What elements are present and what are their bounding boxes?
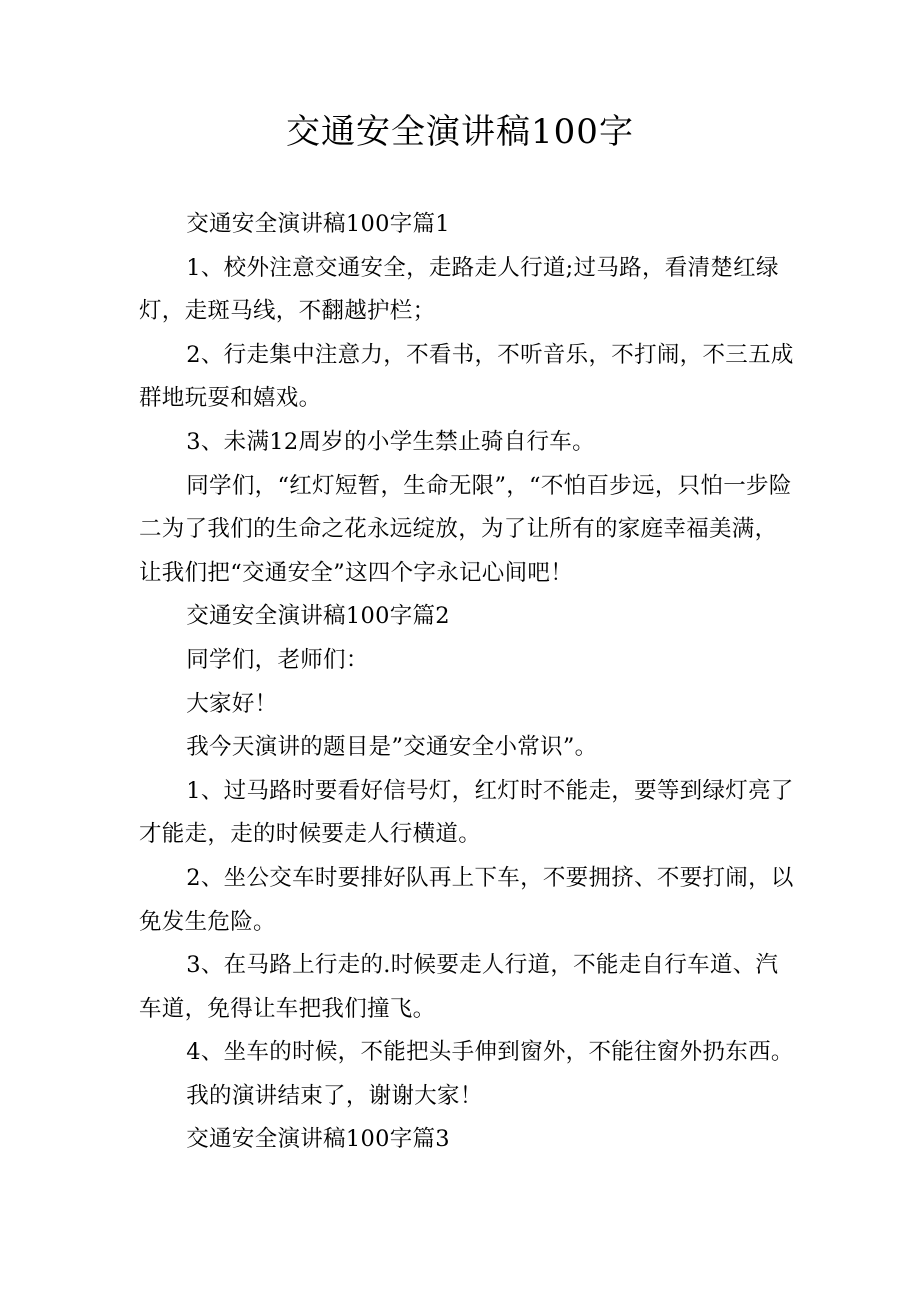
paragraph: 3、未满12周岁的小学生禁止骑自行车。: [186, 428, 595, 455]
paragraph: 1、过马路时要看好信号灯，红灯时不能走，要等到绿灯亮了才能走，走的时候要走人行横道。: [139, 777, 794, 848]
section-heading-1: 交通安全演讲稿100字篇1: [186, 211, 450, 237]
paragraph: 4、坐车的时候，不能把头手伸到窗外，不能往窗外扔东西。: [186, 1039, 794, 1066]
paragraph: 3、在马路上行走的.时候要走人行道，不能走自行车道、汽车道，免得让车把我们撞飞。: [139, 952, 779, 1022]
paragraph: 2、行走集中注意力，不看书，不听音乐，不打闹，不三五成群地玩耍和嬉戏。: [139, 341, 794, 412]
section-heading-2: 交通安全演讲稿100字篇2: [186, 603, 450, 630]
paragraph: 2、坐公交车时要排好队再上下车，不要拥挤、不要打闹，以免发生危险。: [139, 864, 794, 935]
paragraph: 同学们，老师们：: [186, 646, 369, 673]
paragraph: 我今天演讲的题目是”交通安全小常识”。: [186, 734, 598, 761]
paragraph: 同学们，“红灯短暂，生命无限”，“不怕百步远，只怕一步险二为了我们的生命之花永远绽放，为了让所有的家庭幸福美满，让我们把“交通安全”这四个字永记心间吧！: [139, 472, 792, 586]
paragraph: 大家好！: [186, 690, 278, 717]
document-title: 交通安全演讲稿100字: [286, 112, 634, 152]
paragraph: 1、校外注意交通安全，走路走人行道;过马路，看清楚红绿灯，走斑马线，不翻越护栏；: [139, 254, 779, 325]
paragraph: 我的演讲结束了，谢谢大家！: [186, 1082, 483, 1109]
section-heading-3: 交通安全演讲稿100字篇3: [186, 1126, 450, 1153]
document-body: [139, 203, 799, 1162]
